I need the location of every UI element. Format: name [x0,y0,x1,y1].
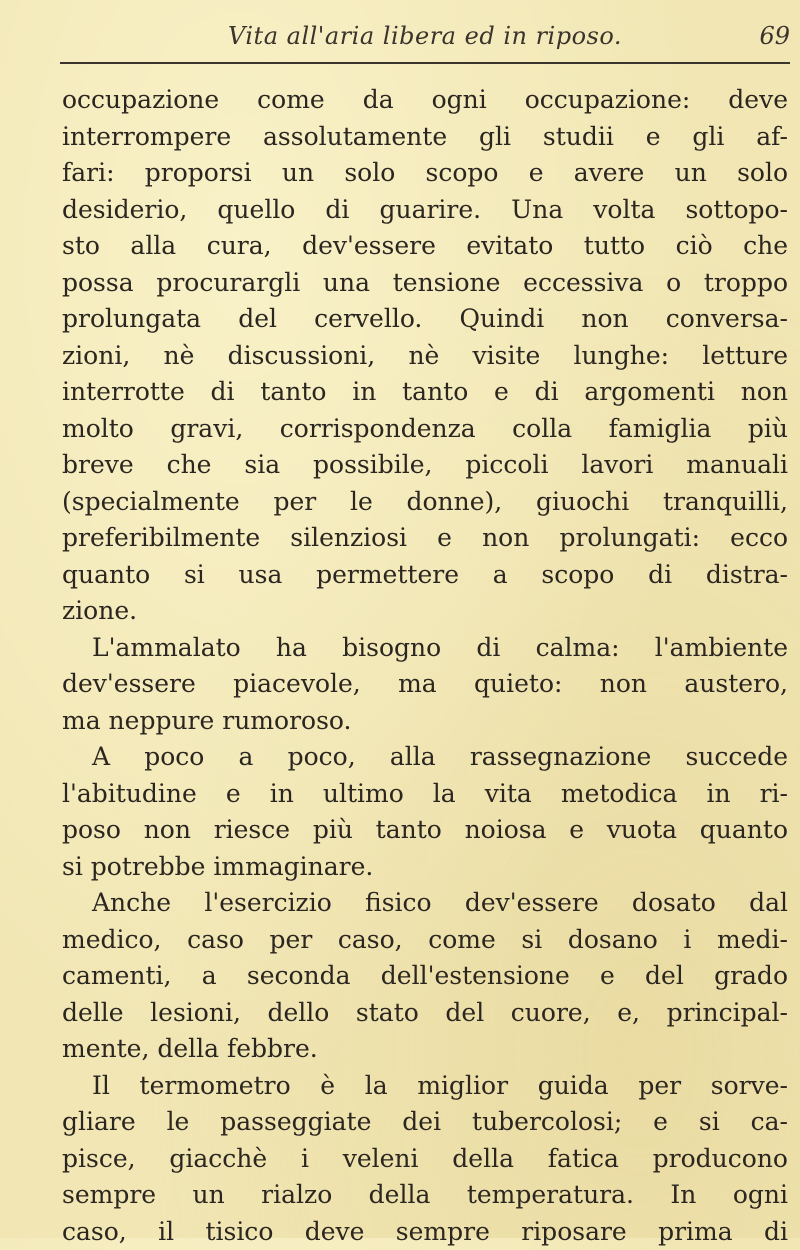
text-line: sto alla cura, dev'essere evitato tutto ciò che [62,228,788,265]
text-line: ma neppure rumoroso. [62,703,788,740]
text-line: molto gravi, corrispondenza colla famiglia più [62,411,788,448]
text-line: si potrebbe immaginare. [62,849,788,886]
text-line: caso, il tisico deve sempre riposare prima di [62,1214,788,1250]
text-line: l'abitudine e in ultimo la vita metodica in ri- [62,776,788,813]
text-line: zione. [62,593,788,630]
text-line: camenti, a seconda dell'estensione e del grado [62,958,788,995]
text-line: dev'essere piacevole, ma quieto: non austero, [62,666,788,703]
header-rule [60,62,790,64]
text-line: prolungata del cervello. Quindi non conversa- [62,301,788,338]
text-line: L'ammalato ha bisogno di calma: l'ambiente [62,630,788,667]
text-line: desiderio, quello di guarire. Una volta sottopo- [62,192,788,229]
text-line: Il termometro è la miglior guida per sorve- [62,1068,788,1105]
text-line: interrotte di tanto in tanto e di argomenti non [62,374,788,411]
running-head-title: Vita all'aria libera ed in riposo. [60,22,790,50]
text-line: occupazione come da ogni occupazione: deve [62,82,788,119]
text-line: poso non riesce più tanto noiosa e vuota quanto [62,812,788,849]
text-line: delle lesioni, dello stato del cuore, e, principal- [62,995,788,1032]
text-line: pisce, giacchè i veleni della fatica producono [62,1141,788,1178]
text-line: sempre un rialzo della temperatura. In ogni [62,1177,788,1214]
running-head [60,22,790,62]
text-line: preferibilmente silenziosi e non prolungati: ecco [62,520,788,557]
text-line: (specialmente per le donne), giuochi tranquilli, [62,484,788,521]
text-line: possa procurargli una tensione eccessiva o troppo [62,265,788,302]
body-text [62,82,788,1250]
text-line: mente, della febbre. [62,1031,788,1068]
text-line: fari: proporsi un solo scopo e avere un solo [62,155,788,192]
text-line: interrompere assolutamente gli studii e gli af- [62,119,788,156]
page-number: 69 [759,22,790,50]
text-line: breve che sia possibile, piccoli lavori manuali [62,447,788,484]
text-line: A poco a poco, alla rassegnazione succede [62,739,788,776]
text-line: quanto si usa permettere a scopo di distra- [62,557,788,594]
text-line: medico, caso per caso, come si dosano i medi- [62,922,788,959]
text-line: zioni, nè discussioni, nè visite lunghe: letture [62,338,788,375]
text-line: gliare le passeggiate dei tubercolosi; e si ca- [62,1104,788,1141]
text-line: Anche l'esercizio fisico dev'essere dosato dal [62,885,788,922]
